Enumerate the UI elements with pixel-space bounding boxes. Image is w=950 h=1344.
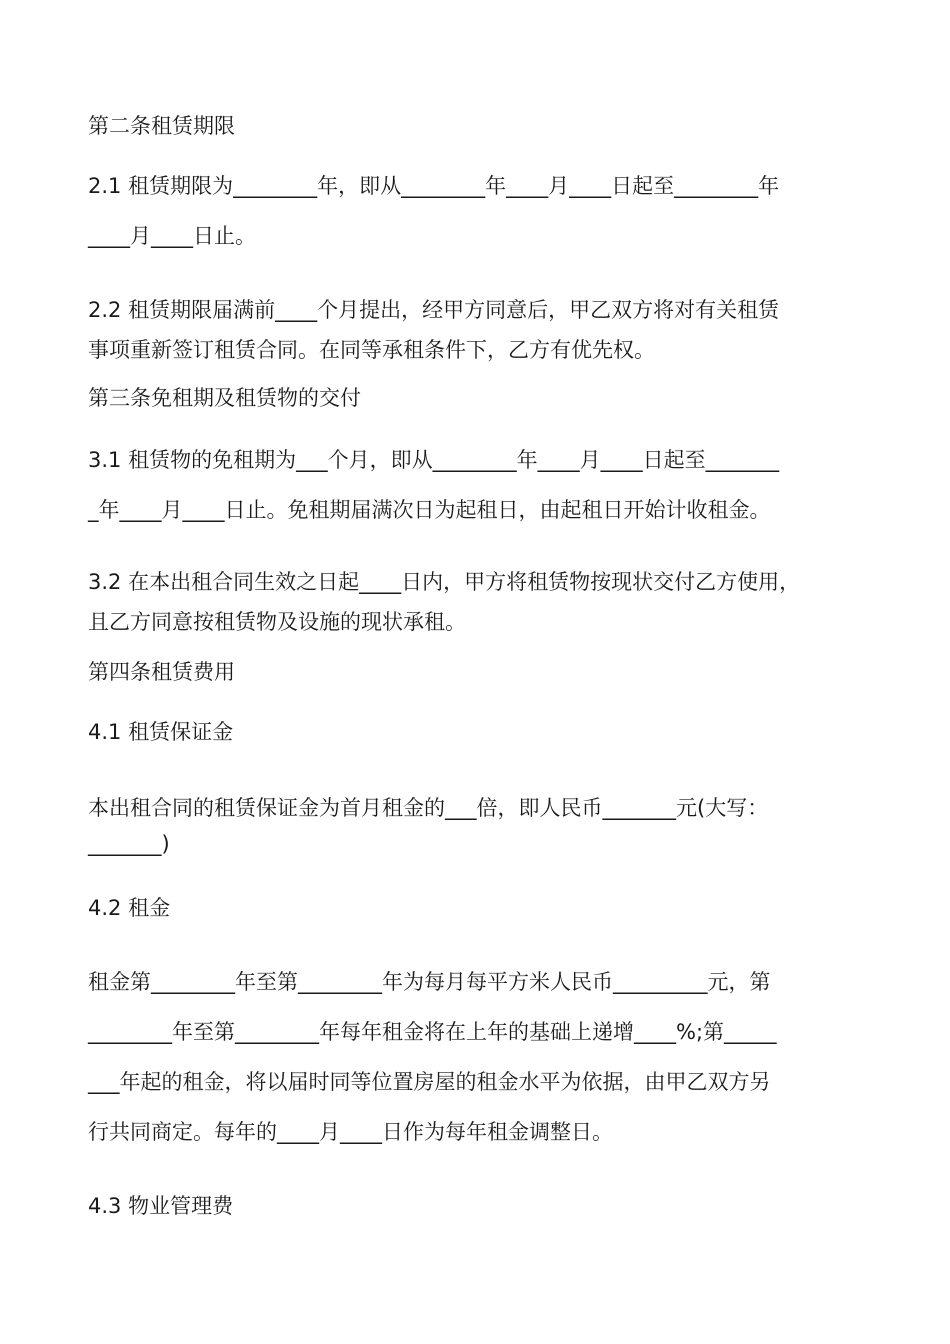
rent-line-4: 行共同商定。每年的____月____日作为每年租金调整日。	[88, 1120, 613, 1144]
clause-2-2-line-1: 2.2 租赁期限届满前____个月提出，经甲方同意后，甲乙双方将对有关租赁	[88, 298, 780, 322]
deposit-line-1: 本出租合同的租赁保证金为首月租金的___倍，即人民币_______元(大写：	[88, 796, 769, 820]
clause-2-1-line-2: ____月____日止。	[88, 224, 256, 248]
clause-4-2-heading: 4.2 租金	[88, 896, 171, 920]
deposit-line-2: _______)	[88, 832, 170, 856]
rent-line-1: 租金第________年至第________年为每月每平方米人民币_________元，第	[88, 970, 771, 994]
article-4-heading: 第四条租赁费用	[88, 660, 235, 684]
clause-3-1-line-1: 3.1 租赁物的免租期为___个月，即从________年____月____日起至_______	[88, 448, 780, 472]
clause-2-2-line-2: 事项重新签订租赁合同。在同等承租条件下，乙方有优先权。	[88, 338, 655, 362]
clause-4-1-heading: 4.1 租赁保证金	[88, 720, 234, 744]
clause-4-3-heading: 4.3 物业管理费	[88, 1194, 234, 1218]
rent-line-3: ___年起的租金，将以届时同等位置房屋的租金水平为依据，由甲乙双方另	[88, 1070, 771, 1094]
clause-3-2-line-1: 3.2 在本出租合同生效之日起____日内，甲方将租赁物按现状交付乙方使用，	[88, 570, 801, 594]
clause-3-1-line-2: _年____月____日止。免租期届满次日为起租日，由起租日开始计收租金。	[88, 498, 771, 522]
clause-3-2-line-2: 且乙方同意按租赁物及设施的现状承租。	[88, 610, 466, 634]
article-3-heading: 第三条免租期及租赁物的交付	[88, 386, 361, 410]
article-2-heading: 第二条租赁期限	[88, 114, 235, 138]
clause-2-1-line-1: 2.1 租赁期限为________年，即从________年____月____日起至________年	[88, 174, 780, 198]
rent-line-2: ________年至第________年每年租金将在上年的基础上递增____%;第_____	[88, 1020, 777, 1044]
